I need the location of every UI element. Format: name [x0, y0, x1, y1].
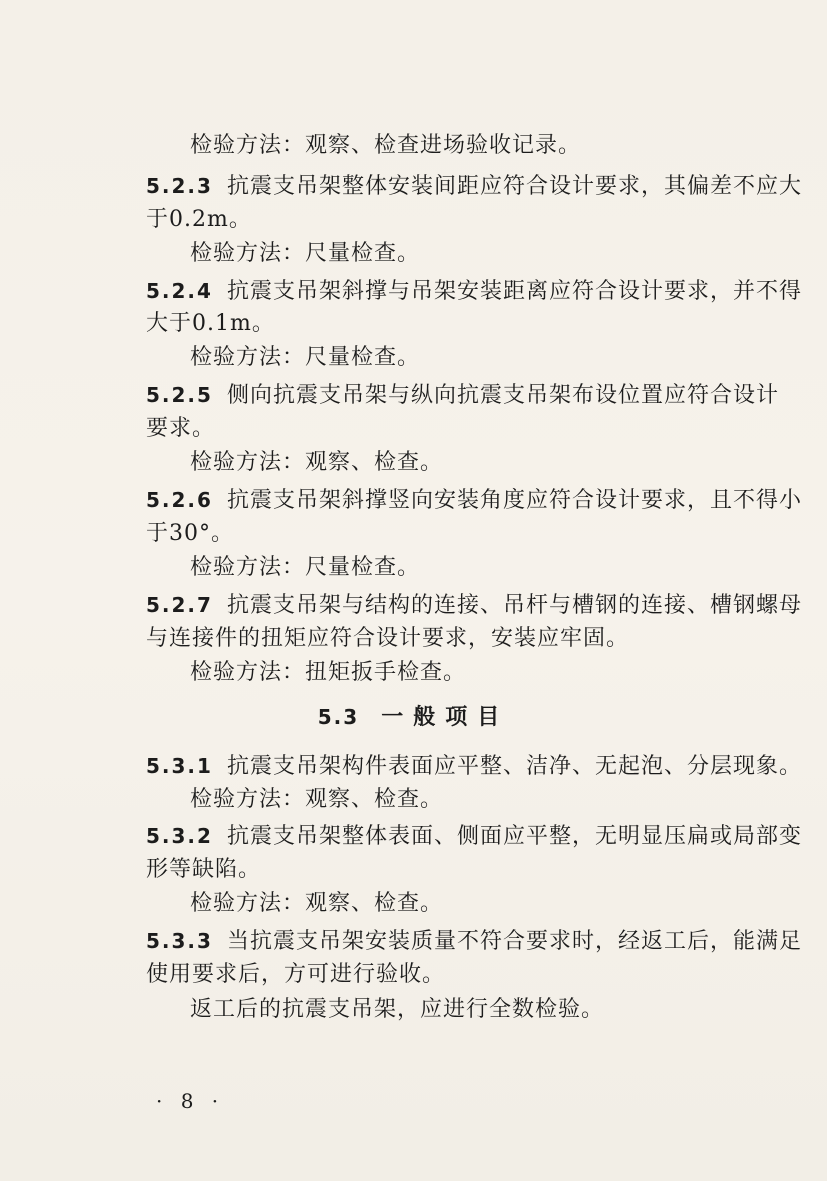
clause-5-2-3-continued: 于0.2m。 — [146, 207, 252, 232]
clause-text: 当抗震支吊架安装质量不符合要求时，经返工后，能满足 — [226, 929, 802, 954]
clause-5-3-2-continued: 形等缺陷。 — [146, 857, 262, 882]
clause-number: 5.2.3 — [146, 174, 213, 198]
clause-5-3-3 — [146, 927, 802, 956]
rework-note-line: 返工后的抗震支吊架，应进行全数检验。 — [190, 997, 605, 1022]
inspection-method-line: 检验方法：观察、检查。 — [190, 891, 444, 916]
clause-number: 5.3.2 — [146, 824, 213, 848]
clause-number: 5.3.3 — [146, 929, 213, 953]
inspection-method-line: 检验方法：扭矩扳手检查。 — [190, 660, 467, 685]
clause-text: 抗震支吊架斜撑竖向安装角度应符合设计要求，且不得小 — [226, 488, 802, 513]
inspection-method-line: 检验方法：尺量检查。 — [190, 345, 421, 370]
section-number: 5.3 — [317, 705, 360, 729]
clause-number: 5.2.4 — [146, 279, 213, 303]
inspection-method-line: 检验方法：尺量检查。 — [190, 241, 421, 266]
clause-text: 抗震支吊架与结构的连接、吊杆与槽钢的连接、槽钢螺母 — [226, 593, 802, 618]
clause-5-2-7 — [146, 591, 802, 620]
inspection-method-line: 检验方法：观察、检查进场验收记录。 — [190, 133, 582, 158]
section-title: 一般项目 — [381, 704, 510, 730]
clause-number: 5.3.1 — [146, 754, 213, 778]
clause-text: 抗震支吊架整体安装间距应符合设计要求，其偏差不应大 — [226, 174, 802, 199]
clause-5-2-4 — [146, 277, 802, 306]
page-number: · 8 · — [156, 1089, 225, 1113]
section-heading — [0, 703, 827, 732]
clause-5-2-6 — [146, 486, 802, 515]
clause-5-3-1 — [146, 752, 802, 781]
clause-text: 抗震支吊架整体表面、侧面应平整，无明显压扁或局部变 — [226, 824, 802, 849]
clause-number: 5.2.6 — [146, 488, 213, 512]
clause-number: 5.2.7 — [146, 593, 213, 617]
clause-5-3-2 — [146, 822, 802, 851]
clause-text: 侧向抗震支吊架与纵向抗震支吊架布设位置应符合设计 — [226, 383, 779, 408]
clause-text: 抗震支吊架构件表面应平整、洁净、无起泡、分层现象。 — [226, 754, 802, 779]
clause-5-3-3-continued: 使用要求后，方可进行验收。 — [146, 962, 446, 987]
clause-number: 5.2.5 — [146, 383, 213, 407]
inspection-method-line: 检验方法：尺量检查。 — [190, 555, 421, 580]
clause-5-2-5 — [146, 381, 779, 410]
inspection-method-line: 检验方法：观察、检查。 — [190, 450, 444, 475]
clause-5-2-4-continued: 大于0.1m。 — [146, 311, 275, 336]
clause-5-2-5-continued: 要求。 — [146, 416, 216, 441]
clause-5-2-7-continued: 与连接件的扭矩应符合设计要求，安装应牢固。 — [146, 626, 630, 651]
clause-5-2-3 — [146, 172, 802, 201]
clause-text: 抗震支吊架斜撑与吊架安装距离应符合设计要求，并不得 — [226, 279, 802, 304]
inspection-method-line: 检验方法：观察、检查。 — [190, 787, 444, 812]
clause-5-2-6-continued: 于30°。 — [146, 521, 234, 546]
